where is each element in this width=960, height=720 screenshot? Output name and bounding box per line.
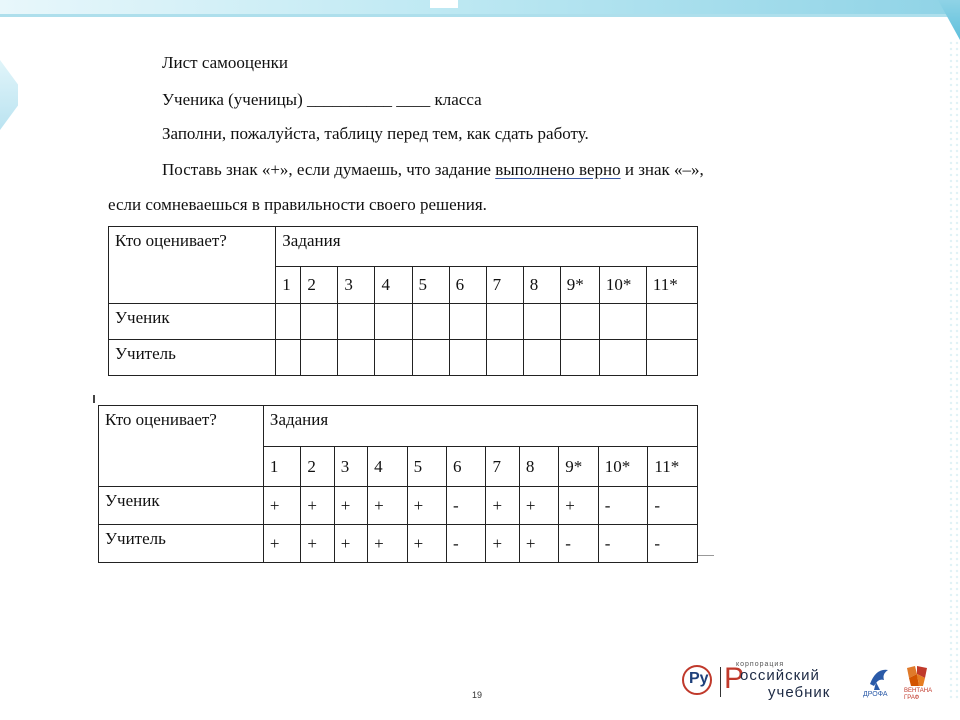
filled-assessment-table [98, 405, 698, 563]
task-number: 5 [412, 267, 449, 304]
task-number: 2 [301, 447, 334, 487]
logo-corporation-label: корпорация [736, 661, 785, 668]
mark-cell: + [486, 525, 519, 563]
mark-cell: + [368, 525, 407, 563]
mark-cell: - [447, 487, 486, 525]
mark-cell [449, 340, 486, 376]
task-number: 9* [560, 267, 599, 304]
mark-cell [560, 340, 599, 376]
blank-assessment-table [108, 226, 698, 376]
mark-cell: + [519, 487, 558, 525]
mark-cell: + [486, 487, 519, 525]
row-label-teacher: Учитель [99, 525, 264, 563]
mark-cell: - [559, 525, 598, 563]
task-number: 1 [263, 447, 300, 487]
header-tasks: Задания [263, 406, 697, 447]
task-number: 6 [449, 267, 486, 304]
mark-cell: + [301, 487, 334, 525]
mark-cell: + [334, 525, 367, 563]
table-row [99, 487, 698, 525]
mark-cell [599, 304, 646, 340]
mark-cell [486, 340, 523, 376]
slide-dots-decoration [948, 40, 960, 700]
mark-cell [599, 340, 646, 376]
task-number: 10* [599, 267, 646, 304]
mark-cell: + [519, 525, 558, 563]
task-number: 7 [486, 447, 519, 487]
rule-text [162, 160, 704, 180]
row-label-student: Ученик [99, 487, 264, 525]
header-who: Кто оценивает? [109, 227, 276, 304]
table-row [109, 304, 698, 340]
mark-cell [646, 304, 697, 340]
logo-monogram: Ру [689, 670, 709, 687]
mark-cell: + [407, 487, 446, 525]
scan-edge [698, 555, 714, 556]
mark-cell [523, 340, 560, 376]
ventana-graf-label: ВЕНТАНА ГРАФ [904, 688, 933, 701]
logo-word-1: оссийский [740, 667, 820, 684]
task-number: 7 [486, 267, 523, 304]
slide-top-decoration [0, 0, 960, 14]
mark-cell: - [598, 487, 648, 525]
task-number: 10* [598, 447, 648, 487]
table-row [109, 340, 698, 376]
mark-cell: + [368, 487, 407, 525]
mark-cell: + [559, 487, 598, 525]
task-number: 4 [368, 447, 407, 487]
russian-textbook-monogram-icon [682, 665, 712, 695]
mark-cell: + [407, 525, 446, 563]
student-line: Ученика (ученицы) __________ ____ класса [162, 90, 482, 109]
task-number: 3 [334, 447, 367, 487]
sheet-title: Лист самооценки [162, 53, 289, 72]
rule-underlined: выполнено верно [495, 160, 621, 179]
task-number: 3 [338, 267, 375, 304]
mark-cell [646, 340, 697, 376]
mark-cell [412, 304, 449, 340]
slide-top-line [0, 14, 960, 17]
task-number: 6 [447, 447, 486, 487]
mark-cell: - [648, 525, 698, 563]
ventana-graf-logo-icon [905, 664, 929, 688]
logo-word-2: учебник [768, 684, 831, 701]
rule-line2: если сомневаешься в правильности своего решения. [108, 195, 487, 214]
mark-cell [560, 304, 599, 340]
task-number: 5 [407, 447, 446, 487]
mark-cell [523, 304, 560, 340]
mark-cell: + [301, 525, 334, 563]
task-number: 1 [276, 267, 301, 304]
mark-cell: - [598, 525, 648, 563]
task-number: 2 [301, 267, 338, 304]
slide-top-gap [430, 0, 458, 8]
mark-cell [301, 304, 338, 340]
mark-cell [276, 340, 301, 376]
header-tasks: Задания [276, 227, 698, 267]
rule-part1: Поставь знак «+», если думаешь, что задание [162, 160, 496, 179]
mark-cell [412, 340, 449, 376]
mark-cell [338, 304, 375, 340]
task-number: 8 [523, 267, 560, 304]
mark-cell [486, 304, 523, 340]
row-label-student: Ученик [109, 304, 276, 340]
drofa-label: ДРОФА [863, 691, 888, 698]
mark-cell [375, 304, 412, 340]
rule-part2: и знак «–», [620, 160, 704, 179]
mark-cell [301, 340, 338, 376]
task-number: 11* [646, 267, 697, 304]
task-number: 9* [559, 447, 598, 487]
logo-r-letter: Р [724, 662, 745, 695]
mark-cell: + [334, 487, 367, 525]
table-row [99, 525, 698, 563]
task-number: 4 [375, 267, 412, 304]
mark-cell: + [263, 525, 300, 563]
mark-cell [276, 304, 301, 340]
task-number: 11* [648, 447, 698, 487]
page-number: 19 [472, 690, 483, 700]
mark-cell: - [648, 487, 698, 525]
slide-left-decoration [0, 60, 18, 130]
mark-cell [449, 304, 486, 340]
mark-cell: + [263, 487, 300, 525]
logo-divider [720, 667, 721, 697]
mark-cell [338, 340, 375, 376]
task-number: 8 [519, 447, 558, 487]
instruction-text: Заполни, пожалуйста, таблицу перед тем, как сдать работу. [162, 124, 589, 143]
header-who: Кто оценивает? [99, 406, 264, 487]
mark-cell [375, 340, 412, 376]
scan-mark [93, 395, 95, 403]
mark-cell: - [447, 525, 486, 563]
row-label-teacher: Учитель [109, 340, 276, 376]
